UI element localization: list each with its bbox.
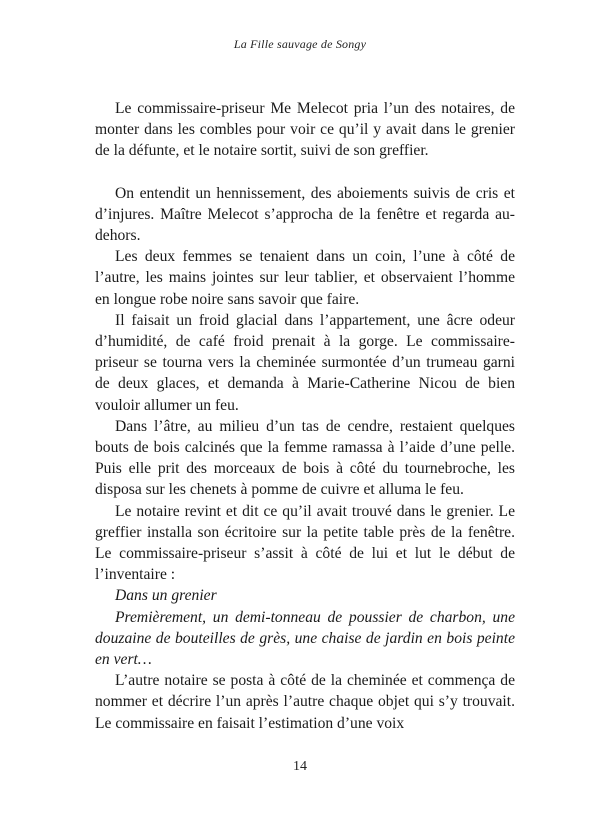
paragraph: Le commissaire-priseur Me Melecot pria l’un des notaires, de monter dans les combles pour voir ce qu’il y avait dans le grenier de la défunte, et le notaire sortit, suivi de son greffier. (95, 100, 515, 160)
paragraph: Il faisait un froid glacial dans l’appartement, une âcre odeur d’humidité, de café froid prenait à la gorge. Le commissaire-priseur se tourna vers la cheminée surmontée d’un trumeau garni de deux glaces, et demanda à Marie-Catherine Nicou de bien vouloir allumer un feu. (95, 311, 515, 414)
running-title: La Fille sauvage de Songy (233, 37, 367, 51)
inventory-entry: Premièrement, un demi-tonneau de poussier de charbon, une douzaine de bouteilles de grès, une chaise de jardin en bois peinte en vert… (95, 608, 515, 669)
paragraph: Dans l’âtre, au milieu d’un tas de cendre, restaient quelques bouts de bois calcinés que la femme ramassa à l’aide d’une pelle. Puis elle prit des morceaux de bois à côté du tournebroche, les disposa sur les chenets à pomme de cuivre et alluma le feu. (95, 417, 515, 499)
paragraph: Le notaire revint et dit ce qu’il avait trouvé dans le grenier. Le greffier installa son écritoire sur la petite table près de la fenêtre. Le commissaire-priseur s’assit à côté de lui et lut le début de l’inventaire : (95, 502, 515, 584)
paragraph: L’autre notaire se posta à côté de la cheminée et commença de nommer et décrire l’un après l’autre chaque objet qui s’y trouvait. Le commissaire en faisait l’estimation d’une voix (95, 672, 515, 732)
paragraph: Les deux femmes se tenaient dans un coin, l’une à côté de l’autre, les mains jointes sur leur tablier, et observaient l’homme en longue robe noire sans savoir que faire. (95, 248, 515, 308)
page-number: 14 (293, 759, 307, 774)
paragraph: On entendit un hennissement, des aboiements suivis de cris et d’injures. Maître Melecot s’approcha de la fenêtre et regarda au-dehors. (95, 184, 515, 245)
body-text (95, 98, 515, 734)
inventory-heading: Dans un grenier (115, 587, 217, 605)
